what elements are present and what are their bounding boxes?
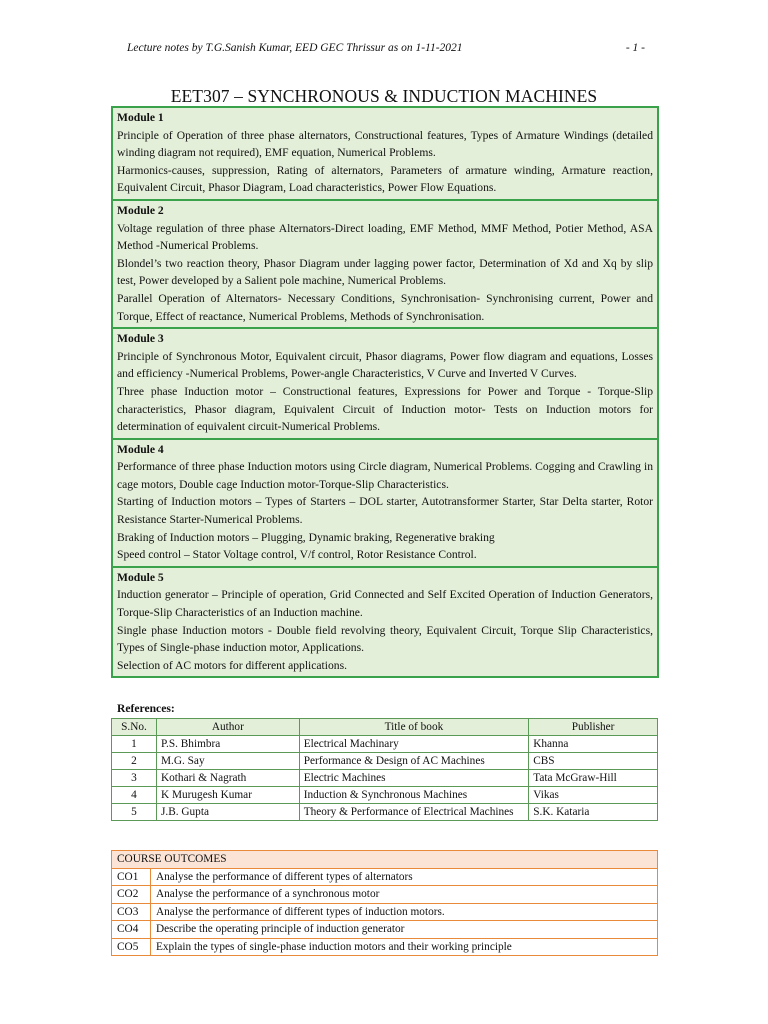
syllabus-modules [111, 108, 659, 678]
module-title: Module 1 [117, 111, 164, 124]
header-author: Author [156, 719, 299, 736]
ref-publisher: S.K. Kataria [529, 804, 658, 821]
page-header [127, 42, 645, 54]
module-paragraph: Blondel’s two reaction theory, Phasor Diagram under lagging power factor, Determination of Xd and Xq by slip test, Power developed by a Salient pole machine, Numerical Problems. [117, 256, 653, 288]
ref-title: Theory & Performance of Electrical Machines [299, 804, 529, 821]
module-paragraph: Induction generator – Principle of operation, Grid Connected and Self Excited Operation of Induction Generators, Torque-Slip Characteristics of an Induction machine. [117, 588, 653, 620]
ref-author: M.G. Say [156, 753, 299, 770]
outcome-code: CO2 [112, 886, 151, 904]
header-title: Title of book [299, 719, 529, 736]
module-paragraph: Harmonics-causes, suppression, Rating of alternators, Parameters of armature winding, Armature reaction, Equivalent Circuit, Phasor Diagram, Load characteristics, Power Flow Equations. [117, 163, 653, 195]
table-row [112, 736, 658, 753]
course-outcomes-heading: COURSE OUTCOMES [112, 851, 658, 869]
module-title: Module 5 [117, 570, 164, 584]
ref-publisher: Tata McGraw-Hill [529, 770, 658, 787]
ref-sno: 4 [112, 787, 157, 804]
outcome-description: Describe the operating principle of induction generator [151, 921, 658, 939]
module-paragraph: Speed control – Stator Voltage control, V/f control, Rotor Resistance Control. [117, 548, 477, 562]
outcome-code: CO5 [112, 938, 151, 956]
ref-sno: 5 [112, 804, 157, 821]
module-paragraph: Principle of Operation of three phase alternators, Constructional features, Types of Armature Windings (detailed winding diagram not required), EMF equation, Numerical Problems. [117, 128, 653, 160]
ref-author: K Murugesh Kumar [156, 787, 299, 804]
module-paragraph: Performance of three phase Induction motors using Circle diagram, Numerical Problems. Cogging and Crawling in cage motors, Double cage Induction motor-Torque-Slip Characteristics. [117, 460, 653, 491]
ref-publisher: Khanna [529, 736, 658, 753]
references-table [111, 718, 658, 821]
module-paragraph: Parallel Operation of Alternators- Necessary Conditions, Synchronisation- Synchronising current, Power and Torque, Effect of reactance, Numerical Problems, Methods of Synchronisation. [117, 291, 653, 323]
module-5 [111, 566, 659, 679]
ref-title: Electrical Machinary [299, 736, 529, 753]
outcome-description: Analyse the performance of different types of induction motors. [151, 903, 658, 921]
ref-publisher: CBS [529, 753, 658, 770]
module-title: Module 3 [117, 332, 164, 346]
table-row [112, 886, 658, 904]
ref-author: P.S. Bhimbra [156, 736, 299, 753]
module-paragraph: Principle of Synchronous Motor, Equivalent circuit, Phasor diagrams, Power flow diagram and equations, Losses and efficiency -Numerical Problems, Power-angle Characteristics, V Curve and Inverted V Curves. [117, 349, 653, 381]
course-outcomes-table [111, 850, 658, 956]
course-outcomes-heading-row [112, 851, 658, 869]
table-row [112, 868, 658, 886]
ref-sno: 2 [112, 753, 157, 770]
document-title: EET307 – SYNCHRONOUS & INDUCTION MACHINES [170, 86, 598, 106]
outcome-description: Analyse the performance of different types of alternators [151, 868, 658, 886]
header-sno: S.No. [112, 719, 157, 736]
table-row [112, 753, 658, 770]
ref-sno: 3 [112, 770, 157, 787]
module-paragraph: Braking of Induction motors – Plugging, Dynamic braking, Regenerative braking [117, 530, 495, 544]
module-2 [111, 199, 659, 329]
ref-sno: 1 [112, 736, 157, 753]
module-paragraph: Voltage regulation of three phase Alternators-Direct loading, EMF Method, MMF Method, Potier Method, ASA Method -Numerical Problems. [117, 221, 653, 253]
table-row [112, 938, 658, 956]
module-paragraph: Single phase Induction motors - Double field revolving theory, Equivalent Circuit, Torque Slip Characteristics, Types of Single-phase induction motor, Applications. [117, 623, 653, 655]
header-text: Lecture notes by T.G.Sanish Kumar, EED GEC Thrissur as on 1-11-2021 [127, 42, 463, 54]
module-paragraph: Starting of Induction motors – Types of Starters – DOL starter, Autotransformer Starter, Star Delta starter, Rotor Resistance Starter-Numerical Problems. [117, 495, 653, 527]
module-title: Module 4 [117, 442, 164, 456]
outcome-code: CO3 [112, 903, 151, 921]
module-4 [111, 438, 659, 568]
table-row [112, 770, 658, 787]
module-3 [111, 327, 659, 440]
outcome-description: Explain the types of single-phase induction motors and their working principle [151, 938, 658, 956]
module-paragraph: Three phase Induction motor – Constructional features, Expressions for Power and Torque - Torque-Slip characteristics, Phasor diagram, Equivalent Circuit of Induction motor- Tests on Induction motors for determination of equivalent circuit-Numerical Problems. [117, 384, 653, 434]
module-title: Module 2 [117, 203, 164, 217]
outcome-code: CO1 [112, 868, 151, 886]
table-row [112, 903, 658, 921]
table-row [112, 787, 658, 804]
ref-title: Electric Machines [299, 770, 529, 787]
page-number: - 1 - [625, 42, 645, 54]
ref-author: J.B. Gupta [156, 804, 299, 821]
module-1 [111, 106, 659, 201]
table-row [112, 921, 658, 939]
references-label: References: [117, 702, 175, 715]
ref-publisher: Vikas [529, 787, 658, 804]
header-publisher: Publisher [529, 719, 658, 736]
ref-author: Kothari & Nagrath [156, 770, 299, 787]
outcome-code: CO4 [112, 921, 151, 939]
ref-title: Induction & Synchronous Machines [299, 787, 529, 804]
outcome-description: Analyse the performance of a synchronous motor [151, 886, 658, 904]
ref-title: Performance & Design of AC Machines [299, 753, 529, 770]
module-paragraph: Selection of AC motors for different applications. [117, 658, 348, 672]
table-row [112, 804, 658, 821]
references-header-row [112, 719, 658, 736]
